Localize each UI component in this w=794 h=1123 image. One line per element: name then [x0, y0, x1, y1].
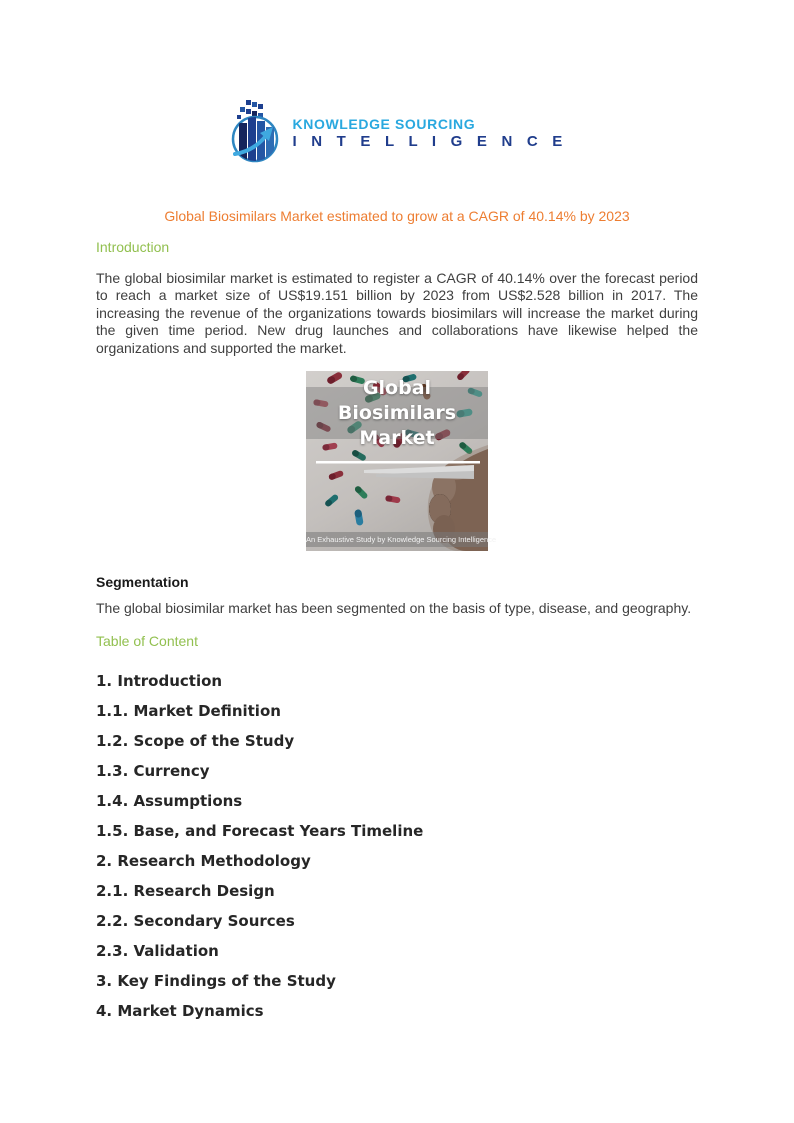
toc-item: 1.3. Currency	[96, 762, 210, 780]
logo-line1: KNOWLEDGE SOURCING	[292, 115, 476, 132]
toc-item: 2.1. Research Design	[96, 882, 275, 900]
toc-item: 2. Research Methodology	[96, 852, 311, 870]
figure-title-line1: Global Biosimilars	[337, 376, 457, 424]
segmentation-heading: Segmentation	[96, 574, 189, 590]
toc-item: 1.1. Market Definition	[96, 702, 281, 720]
logo-wordmark	[293, 116, 568, 151]
introduction-paragraph: The global biosimilar market is estimated to register a CAGR of 40.14% over the forecast period to reach a market size of US$19.151 billion by 2023 from US$2.528 billion in 2017. The increasing the revenue of the organizations towards biosimilars will increase the market during the given time period. New drug launches and collaborations have likewise helped the organizations and supported the market.	[96, 270, 698, 356]
figure-caption: An Exhaustive Study by Knowledge Sourcing Intelligence	[306, 532, 488, 547]
segmentation-paragraph: The global biosimilar market has been segmented on the basis of type, disease, and geography.	[96, 600, 692, 616]
toc-heading: Table of Content	[96, 633, 198, 649]
toc-item: 4. Market Dynamics	[96, 1002, 264, 1020]
toc-item: 2.2. Secondary Sources	[96, 912, 295, 930]
figure-title-line2: Market	[359, 426, 435, 449]
introduction-heading: Introduction	[96, 239, 170, 255]
toc-item: 2.3. Validation	[96, 942, 219, 960]
toc-item: 1.2. Scope of the Study	[96, 732, 295, 750]
logo-line2: I N T E L L I G E N C E	[292, 132, 568, 150]
logo-globe-chart-icon	[227, 99, 285, 168]
company-logo	[0, 100, 794, 166]
figure-title	[306, 376, 488, 449]
toc-item: 1.4. Assumptions	[96, 792, 243, 810]
toc-list	[96, 672, 698, 1032]
page-title: Global Biosimilars Market estimated to grow at a CAGR of 40.14% by 2023	[164, 208, 630, 224]
toc-item: 3. Key Findings of the Study	[96, 972, 336, 990]
toc-item: 1. Introduction	[96, 672, 223, 690]
biosimilars-figure	[306, 371, 497, 551]
toc-item: 1.5. Base, and Forecast Years Timeline	[96, 822, 424, 840]
